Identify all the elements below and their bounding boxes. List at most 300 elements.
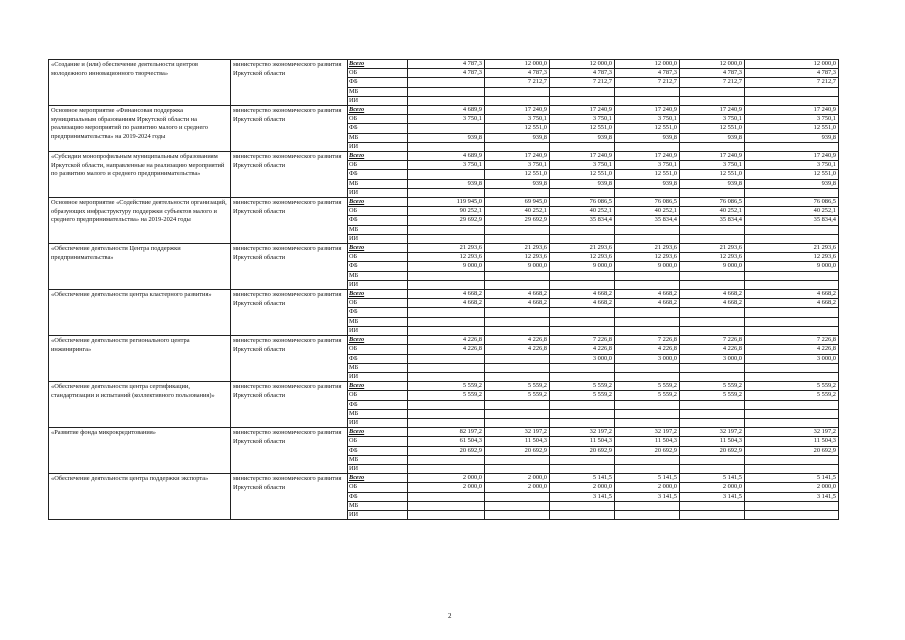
funding-source-cell: МБ (348, 179, 408, 188)
amount-cell: 3 750,1 (485, 161, 550, 170)
amount-cell (680, 326, 745, 335)
amount-cell (408, 354, 485, 363)
amount-cell: 119 945,0 (408, 198, 485, 207)
amount-cell (745, 510, 839, 519)
responsible-cell: министерство экономического развития Иркутской области (231, 428, 348, 474)
funding-source-cell: ФБ (348, 492, 408, 501)
amount-cell: 3 750,1 (745, 161, 839, 170)
amount-cell: 17 240,9 (615, 106, 680, 115)
responsible-cell: министерство экономического развития Иркутской области (231, 60, 348, 106)
funding-source-cell: ИИ (348, 372, 408, 381)
amount-cell (550, 271, 615, 280)
amount-cell: 939,8 (680, 133, 745, 142)
amount-cell: 4 668,2 (745, 299, 839, 308)
amount-cell (550, 234, 615, 243)
amount-cell (550, 280, 615, 289)
amount-cell (408, 400, 485, 409)
amount-cell (745, 225, 839, 234)
amount-cell (680, 464, 745, 473)
amount-cell (680, 409, 745, 418)
amount-cell: 4 668,2 (615, 299, 680, 308)
amount-cell (680, 510, 745, 519)
amount-cell: 3 141,5 (615, 492, 680, 501)
funding-source-cell: ОБ (348, 391, 408, 400)
amount-cell (745, 400, 839, 409)
amount-cell: 12 551,0 (485, 124, 550, 133)
table-row (49, 428, 839, 437)
amount-cell (550, 317, 615, 326)
funding-source-cell: ОБ (348, 207, 408, 216)
amount-cell: 4 787,3 (408, 60, 485, 69)
funding-source-cell: ИИ (348, 96, 408, 105)
amount-cell: 4 668,2 (408, 290, 485, 299)
table-row (49, 336, 839, 345)
amount-cell: 7 212,7 (485, 78, 550, 87)
funding-source-cell: ИИ (348, 280, 408, 289)
funding-source-cell: Всего (348, 244, 408, 253)
amount-cell: 5 141,5 (745, 474, 839, 483)
amount-cell: 12 551,0 (680, 124, 745, 133)
amount-cell: 5 141,5 (615, 474, 680, 483)
amount-cell (485, 317, 550, 326)
amount-cell (680, 372, 745, 381)
amount-cell (745, 326, 839, 335)
amount-cell: 3 000,0 (680, 354, 745, 363)
amount-cell: 3 000,0 (550, 354, 615, 363)
funding-source-cell: ОБ (348, 299, 408, 308)
amount-cell: 5 559,2 (408, 391, 485, 400)
amount-cell (408, 492, 485, 501)
amount-cell (745, 188, 839, 197)
amount-cell: 11 504,3 (485, 437, 550, 446)
amount-cell: 21 293,6 (550, 244, 615, 253)
amount-cell: 12 000,0 (485, 60, 550, 69)
amount-cell: 40 252,1 (550, 207, 615, 216)
amount-cell (408, 418, 485, 427)
amount-cell: 939,8 (745, 133, 839, 142)
amount-cell (550, 225, 615, 234)
amount-cell (485, 87, 550, 96)
amount-cell (615, 87, 680, 96)
amount-cell (408, 170, 485, 179)
amount-cell (408, 142, 485, 151)
amount-cell: 3 141,5 (680, 492, 745, 501)
amount-cell: 7 212,7 (615, 78, 680, 87)
amount-cell: 35 834,4 (550, 216, 615, 225)
amount-cell: 4 787,3 (408, 69, 485, 78)
amount-cell: 5 559,2 (485, 391, 550, 400)
amount-cell (485, 280, 550, 289)
amount-cell: 3 750,1 (408, 161, 485, 170)
program-name-cell: Основное мероприятие «Содействие деятельности организаций, образующих инфраструктуру поддержки субъектов малого и среднего предпринимательства» на 2019-2024 годы (49, 198, 231, 244)
amount-cell: 4 226,8 (485, 336, 550, 345)
funding-source-cell: ФБ (348, 124, 408, 133)
amount-cell: 76 086,5 (615, 198, 680, 207)
amount-cell: 12 293,6 (408, 253, 485, 262)
amount-cell: 5 559,2 (745, 382, 839, 391)
amount-cell: 3 750,1 (745, 115, 839, 124)
amount-cell: 17 240,9 (485, 152, 550, 161)
amount-cell (745, 271, 839, 280)
responsible-cell: министерство экономического развития Иркутской области (231, 290, 348, 336)
amount-cell: 4 787,3 (745, 69, 839, 78)
document-page (48, 59, 838, 520)
amount-cell (550, 455, 615, 464)
responsible-cell: министерство экономического развития Иркутской области (231, 336, 348, 382)
amount-cell: 5 559,2 (550, 382, 615, 391)
amount-cell: 3 750,1 (615, 115, 680, 124)
amount-cell (550, 409, 615, 418)
table-row (49, 382, 839, 391)
amount-cell (680, 225, 745, 234)
amount-cell (408, 464, 485, 473)
amount-cell (550, 510, 615, 519)
amount-cell (680, 96, 745, 105)
amount-cell (485, 510, 550, 519)
amount-cell (615, 510, 680, 519)
amount-cell (485, 501, 550, 510)
amount-cell (408, 501, 485, 510)
amount-cell: 12 551,0 (485, 170, 550, 179)
amount-cell: 17 240,9 (745, 106, 839, 115)
amount-cell (408, 124, 485, 133)
funding-source-cell: Всего (348, 428, 408, 437)
amount-cell (745, 234, 839, 243)
amount-cell (680, 418, 745, 427)
amount-cell (485, 363, 550, 372)
amount-cell (485, 326, 550, 335)
funding-source-cell: ФБ (348, 446, 408, 455)
program-name-cell: «Обеспечение деятельности Центра поддержки предпринимательства» (49, 244, 231, 290)
funding-source-cell: ОБ (348, 161, 408, 170)
amount-cell (745, 409, 839, 418)
amount-cell: 17 240,9 (615, 152, 680, 161)
responsible-cell: министерство экономического развития Иркутской области (231, 474, 348, 520)
amount-cell (408, 326, 485, 335)
amount-cell: 3 141,5 (550, 492, 615, 501)
amount-cell: 12 000,0 (680, 60, 745, 69)
amount-cell: 12 551,0 (745, 170, 839, 179)
amount-cell (680, 363, 745, 372)
amount-cell: 7 212,7 (745, 78, 839, 87)
amount-cell: 3 750,1 (615, 161, 680, 170)
amount-cell: 12 551,0 (745, 124, 839, 133)
table-row (49, 198, 839, 207)
amount-cell (615, 372, 680, 381)
amount-cell: 11 504,3 (550, 437, 615, 446)
funding-source-cell: Всего (348, 60, 408, 69)
funding-source-cell: ОБ (348, 345, 408, 354)
amount-cell (745, 363, 839, 372)
amount-cell: 2 000,0 (680, 483, 745, 492)
amount-cell: 4 689,9 (408, 152, 485, 161)
amount-cell: 82 197,2 (408, 428, 485, 437)
amount-cell: 9 000,0 (485, 262, 550, 271)
amount-cell: 4 668,2 (485, 290, 550, 299)
funding-source-cell: Всего (348, 474, 408, 483)
amount-cell (485, 234, 550, 243)
amount-cell (408, 409, 485, 418)
table-row (49, 152, 839, 161)
funding-source-cell: МБ (348, 225, 408, 234)
amount-cell: 4 226,8 (680, 345, 745, 354)
amount-cell: 12 551,0 (680, 170, 745, 179)
amount-cell (550, 308, 615, 317)
amount-cell (745, 142, 839, 151)
funding-source-cell: Всего (348, 382, 408, 391)
amount-cell (485, 225, 550, 234)
amount-cell: 21 293,6 (680, 244, 745, 253)
amount-cell (680, 271, 745, 280)
amount-cell (615, 142, 680, 151)
amount-cell: 3 750,1 (550, 115, 615, 124)
amount-cell: 2 000,0 (408, 483, 485, 492)
amount-cell (745, 418, 839, 427)
amount-cell: 32 197,2 (745, 428, 839, 437)
amount-cell: 4 226,8 (615, 345, 680, 354)
amount-cell (615, 234, 680, 243)
funding-source-cell: ФБ (348, 400, 408, 409)
amount-cell: 76 086,5 (745, 198, 839, 207)
amount-cell: 4 226,8 (745, 345, 839, 354)
amount-cell: 939,8 (408, 133, 485, 142)
amount-cell: 4 668,2 (550, 290, 615, 299)
amount-cell (485, 409, 550, 418)
amount-cell: 2 000,0 (485, 483, 550, 492)
amount-cell: 4 226,8 (485, 345, 550, 354)
amount-cell: 4 668,2 (485, 299, 550, 308)
amount-cell: 21 293,6 (745, 244, 839, 253)
amount-cell: 12 551,0 (615, 170, 680, 179)
amount-cell (550, 400, 615, 409)
amount-cell: 7 226,8 (615, 336, 680, 345)
table-row (49, 474, 839, 483)
amount-cell: 4 226,8 (408, 345, 485, 354)
amount-cell: 3 750,1 (680, 115, 745, 124)
amount-cell (615, 280, 680, 289)
amount-cell: 7 226,8 (680, 336, 745, 345)
amount-cell (680, 142, 745, 151)
amount-cell: 4 668,2 (680, 290, 745, 299)
amount-cell: 5 559,2 (745, 391, 839, 400)
funding-source-cell: Всего (348, 106, 408, 115)
responsible-cell: министерство экономического развития Иркутской области (231, 106, 348, 152)
amount-cell (485, 188, 550, 197)
amount-cell: 2 000,0 (408, 474, 485, 483)
amount-cell: 3 750,1 (408, 115, 485, 124)
amount-cell: 4 226,8 (408, 336, 485, 345)
amount-cell: 12 293,6 (680, 253, 745, 262)
page-number: 2 (448, 612, 452, 620)
amount-cell: 4 787,3 (485, 69, 550, 78)
funding-source-cell: МБ (348, 455, 408, 464)
funding-source-cell: Всего (348, 336, 408, 345)
amount-cell: 12 293,6 (550, 253, 615, 262)
amount-cell (408, 280, 485, 289)
amount-cell: 939,8 (745, 179, 839, 188)
amount-cell (408, 308, 485, 317)
amount-cell: 17 240,9 (550, 106, 615, 115)
amount-cell (408, 372, 485, 381)
amount-cell: 9 000,0 (550, 262, 615, 271)
funding-source-cell: ИИ (348, 510, 408, 519)
amount-cell (485, 492, 550, 501)
funding-table (48, 59, 839, 520)
amount-cell (485, 464, 550, 473)
amount-cell: 939,8 (485, 179, 550, 188)
amount-cell: 7 212,7 (550, 78, 615, 87)
amount-cell: 5 559,2 (615, 382, 680, 391)
amount-cell: 12 293,6 (485, 253, 550, 262)
funding-source-cell: ИИ (348, 418, 408, 427)
amount-cell: 2 000,0 (485, 474, 550, 483)
funding-source-cell: МБ (348, 409, 408, 418)
amount-cell (485, 455, 550, 464)
funding-source-cell: ОБ (348, 69, 408, 78)
amount-cell: 4 668,2 (408, 299, 485, 308)
amount-cell: 32 197,2 (550, 428, 615, 437)
amount-cell: 939,8 (680, 179, 745, 188)
funding-source-cell: МБ (348, 87, 408, 96)
program-name-cell: «Обеспечение деятельности центра поддержки экспорта» (49, 474, 231, 520)
table-row (49, 290, 839, 299)
amount-cell (408, 271, 485, 280)
amount-cell: 939,8 (485, 133, 550, 142)
amount-cell (408, 188, 485, 197)
amount-cell (680, 400, 745, 409)
amount-cell: 35 834,4 (680, 216, 745, 225)
funding-source-cell: ФБ (348, 308, 408, 317)
funding-source-cell: МБ (348, 501, 408, 510)
table-row (49, 244, 839, 253)
amount-cell: 7 226,8 (745, 336, 839, 345)
amount-cell: 939,8 (550, 133, 615, 142)
funding-source-cell: МБ (348, 317, 408, 326)
amount-cell: 5 141,5 (680, 474, 745, 483)
amount-cell: 12 293,6 (745, 253, 839, 262)
amount-cell: 939,8 (408, 179, 485, 188)
amount-cell: 17 240,9 (550, 152, 615, 161)
amount-cell (615, 271, 680, 280)
amount-cell: 4 787,3 (680, 69, 745, 78)
amount-cell: 939,8 (615, 179, 680, 188)
amount-cell: 76 086,5 (550, 198, 615, 207)
amount-cell (408, 317, 485, 326)
funding-source-cell: ИИ (348, 142, 408, 151)
amount-cell: 5 559,2 (408, 382, 485, 391)
amount-cell: 17 240,9 (745, 152, 839, 161)
amount-cell (485, 400, 550, 409)
amount-cell: 61 504,3 (408, 437, 485, 446)
amount-cell: 32 197,2 (615, 428, 680, 437)
amount-cell (550, 363, 615, 372)
amount-cell (550, 142, 615, 151)
amount-cell (408, 96, 485, 105)
amount-cell: 40 252,1 (485, 207, 550, 216)
amount-cell: 12 551,0 (615, 124, 680, 133)
responsible-cell: министерство экономического развития Иркутской области (231, 244, 348, 290)
amount-cell (615, 96, 680, 105)
amount-cell: 20 692,9 (485, 446, 550, 455)
amount-cell (550, 372, 615, 381)
funding-source-cell: МБ (348, 271, 408, 280)
amount-cell: 29 692,9 (485, 216, 550, 225)
amount-cell: 3 141,5 (745, 492, 839, 501)
amount-cell: 11 504,3 (680, 437, 745, 446)
amount-cell: 939,8 (550, 179, 615, 188)
amount-cell: 12 000,0 (615, 60, 680, 69)
funding-source-cell: ОБ (348, 483, 408, 492)
program-name-cell: «Субсидии монопрофильным муниципальным образованиям Иркутской области, направленные на реализацию мероприятий по развитию малого и среднего предпринимательства» (49, 152, 231, 198)
amount-cell (485, 142, 550, 151)
amount-cell: 4 787,3 (550, 69, 615, 78)
amount-cell (408, 510, 485, 519)
amount-cell: 5 559,2 (615, 391, 680, 400)
amount-cell (745, 372, 839, 381)
amount-cell: 4 226,8 (550, 345, 615, 354)
amount-cell (550, 188, 615, 197)
amount-cell: 20 692,9 (408, 446, 485, 455)
amount-cell: 11 504,3 (615, 437, 680, 446)
amount-cell (615, 363, 680, 372)
amount-cell (615, 409, 680, 418)
amount-cell: 939,8 (615, 133, 680, 142)
funding-source-cell: ФБ (348, 354, 408, 363)
amount-cell: 12 551,0 (550, 124, 615, 133)
amount-cell: 4 668,2 (550, 299, 615, 308)
amount-cell (615, 418, 680, 427)
amount-cell (550, 96, 615, 105)
amount-cell: 21 293,6 (408, 244, 485, 253)
amount-cell (745, 501, 839, 510)
funding-source-cell: ФБ (348, 262, 408, 271)
amount-cell: 11 504,3 (745, 437, 839, 446)
amount-cell: 4 668,2 (680, 299, 745, 308)
amount-cell: 12 000,0 (550, 60, 615, 69)
funding-source-cell: Всего (348, 290, 408, 299)
amount-cell: 2 000,0 (615, 483, 680, 492)
amount-cell (485, 354, 550, 363)
amount-cell (408, 234, 485, 243)
amount-cell: 3 750,1 (680, 161, 745, 170)
funding-source-cell: ИИ (348, 188, 408, 197)
amount-cell: 5 559,2 (485, 382, 550, 391)
amount-cell (485, 96, 550, 105)
amount-cell (550, 501, 615, 510)
funding-source-cell: Всего (348, 198, 408, 207)
amount-cell: 40 252,1 (615, 207, 680, 216)
funding-source-cell: ОБ (348, 437, 408, 446)
amount-cell (485, 418, 550, 427)
amount-cell: 4 689,9 (408, 106, 485, 115)
amount-cell: 3 000,0 (745, 354, 839, 363)
amount-cell (550, 464, 615, 473)
amount-cell: 69 945,0 (485, 198, 550, 207)
amount-cell (550, 87, 615, 96)
amount-cell: 5 559,2 (680, 391, 745, 400)
amount-cell: 7 212,7 (680, 78, 745, 87)
amount-cell: 7 226,8 (550, 336, 615, 345)
amount-cell (745, 308, 839, 317)
amount-cell: 5 559,2 (550, 391, 615, 400)
program-name-cell: «Обеспечение деятельности центра сертификации, стандартизации и испытаний (коллективного пользования)» (49, 382, 231, 428)
funding-source-cell: МБ (348, 133, 408, 142)
program-name-cell: Основное мероприятие «Финансовая поддержка муниципальным образованиям Иркутской области на реализацию мероприятий по развитию малого и среднего предпринимательства» на 2019-2024 годы (49, 106, 231, 152)
amount-cell: 20 692,9 (680, 446, 745, 455)
amount-cell: 35 834,4 (615, 216, 680, 225)
amount-cell (615, 501, 680, 510)
funding-source-cell: ОБ (348, 253, 408, 262)
